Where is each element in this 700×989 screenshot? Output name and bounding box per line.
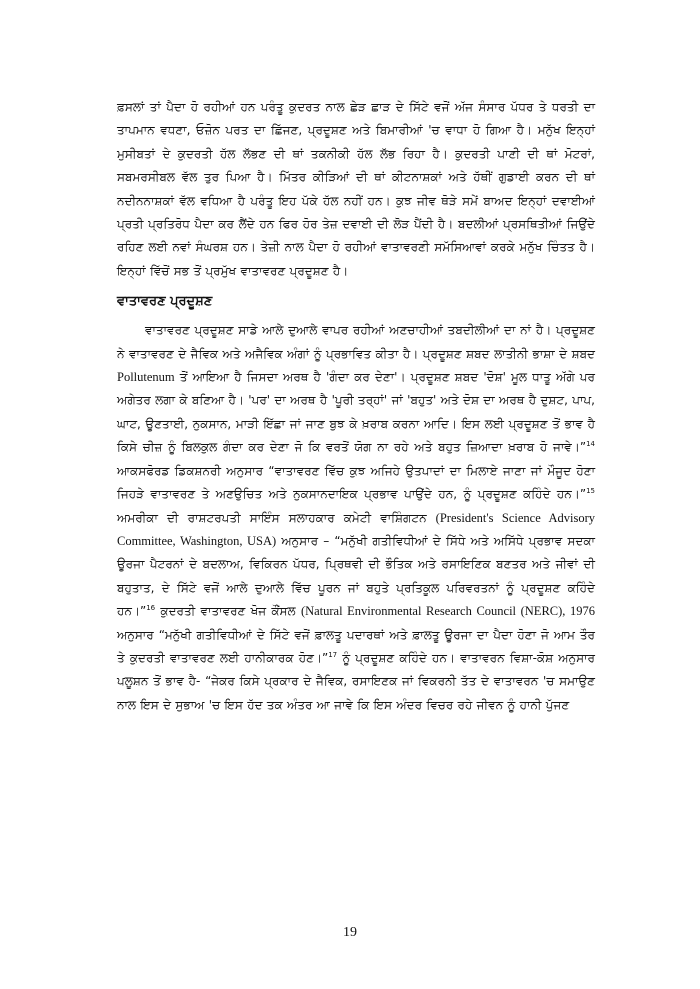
text-run: ਅਨੁਸਾਰ “ਮਨੁੱਖੀ ਗਤੀਵਿਧੀਆਂ ਦੇ ਸਿੱਟੇ ਵਜੋਂ ਫ਼ਾਲਤੂ ਪਦਾਰਥਾਂ ਅਤੇ ਫ਼ਾਲਤੂ ਊਰਜਾ ਦਾ ਪੈਦਾ ਹੋਣਾ ਜੋ ਆਮ ਤੌਰ ਤੇ ਕੁਦਰਤੀ ਵਾਤਾਵਰਣ ਲਈ ਹਾਨੀਕਾਰਕ ਹੋਣ।” xyxy=(117,627,595,665)
text-run: ਨੂੰ ਪ੍ਰਦੂਸ਼ਣ ਕਹਿੰਦੇ ਹਨ। ਵਾਤਾਵਰਨ ਵਿਸ਼ਾ-ਕੋਸ਼ ਅਨੁਸਾਰ ਪਲੂਸ਼ਨ ਤੋਂ ਭਾਵ ਹੈ- “ਜੇਕਰ ਕਿਸੇ ਪ੍ਰਕਾਰ ਦੇ ਜੈਵਿਕ, ਰਸਾਇਣਕ ਜਾਂ ਵਿਕਰਨੀ ਤੱਤ ਦੇ ਵਾਤਾਵਰਨ 'ਚ ਸਮਾਉਣ ਨਾਲ ਇਸ ਦੇ ਸੁਭਾਅ 'ਚ ਇਸ ਹੱਦ ਤਕ ਅੰਤਰ ਆ ਜਾਵੇ ਕਿ ਇਸ ਅੰਦਰ ਵਿਚਰ ਰਹੇ ਜੀਵਨ ਨੂੰ ਹਾਨੀ ਪੁੱਜਣ xyxy=(117,650,595,712)
english-name-nerc: (Natural Environmental Research Council (NERC), 1976 xyxy=(300,604,595,619)
text-run: ਕੁਦਰਤੀ ਵਾਤਾਵਰਣ ਖੋਜ ਕੌਂਸਲ xyxy=(155,604,301,619)
latin-term: Pollutenum xyxy=(117,370,175,385)
page-body xyxy=(117,96,595,717)
page-number: 19 xyxy=(343,925,357,940)
text-run: ਅਨੁਸਾਰ – “ਮਨੁੱਖੀ ਗਤੀਵਿਧੀਆਂ ਦੇ ਸਿੱਧੇ ਅਤੇ ਅਸਿੱਧੇ ਪ੍ਰਭਾਵ ਸਦਕਾ ਊਰਜਾ ਪੈਟਰਨਾਂ ਦੇ ਬਦਲਾਅ, ਵਿਕਿਰਨ ਪੱਧਰ, ਪ੍ਰਿਥਵੀ ਦੀ ਭੌਤਿਕ ਅਤੇ ਰਸਾਇਣਿਕ ਬਣਤਰ ਅਤੇ ਜੀਵਾਂ ਦੀ ਬਹੁਤਾਤ, ਦੇ ਸਿੱਟੇ ਵਜੋਂ ਆਲੇ ਦੁਆਲੇ ਵਿੱਚ ਪੂਰਨ ਜਾਂ ਬਹੁਤੇ ਪ੍ਰਤਿਕੂਲ ਪਰਿਵਰਤਨਾਂ ਨੂੰ ਪ੍ਰਦੂਸ਼ਣ ਕਹਿੰਦੇ ਹਨ।” xyxy=(117,533,595,619)
footnote-ref-16[interactable]: 16 xyxy=(146,604,156,613)
footnote-ref-17[interactable]: 17 xyxy=(328,650,338,659)
footnote-ref-14[interactable]: 14 xyxy=(586,440,595,449)
section-heading: ਵਾਤਾਵਰਣ ਪ੍ਰਦੂਸ਼ਣ xyxy=(117,294,213,310)
text-run: ਆਕਸਫੋਰਡ ਡਿਕਸ਼ਨਰੀ ਅਨੁਸਾਰ “ਵਾਤਾਵਰਣ ਵਿੱਚ ਕੁਝ ਅਜਿਹੇ ਉਤਪਾਦਾਂ ਦਾ ਮਿਲਾਏ ਜਾਣਾ ਜਾਂ ਮੌਜੂਦ ਹੋਣਾ ਜਿਹੜੇ ਵਾਤਾਵਰਣ ਤੇ ਅਣਉਚਿਤ ਅਤੇ ਨੁਕਸਾਨਦਾਇਕ ਪ੍ਰਭਾਵ ਪਾਉਂਦੇ ਹਨ, ਨੂੰ ਪ੍ਰਦੂਸ਼ਣ ਕਹਿੰਦੇ ਹਨ।” xyxy=(117,463,595,502)
english-name-psac: (President's Science Advisory Committee, Washington, USA) xyxy=(117,510,595,548)
text-run: ਤੋਂ ਆਇਆ ਹੈ ਜਿਸਦਾ ਅਰਥ ਹੈ 'ਗੰਦਾ ਕਰ ਦੇਣਾ'। ਪ੍ਰਦੂਸ਼ਣ ਸ਼ਬਦ 'ਦੋਸ਼' ਮੂਲ ਧਾਤੂ ਅੱਗੇ ਪਰ ਅਗੇਤਰ ਲਗਾ ਕੇ ਬਣਿਆ ਹੈ। 'ਪਰ' ਦਾ ਅਰਥ ਹੈ 'ਪੂਰੀ ਤਰ੍ਹਾਂ' ਜਾਂ 'ਬਹੁਤ' ਅਤੇ ਦੋਸ਼ ਦਾ ਅਰਥ ਹੈ ਦੁਸ਼ਟ, ਪਾਪ, ਘਾਟ, ਊਣਤਾਈ, ਨੁਕਸਾਨ, ਮਾੜੀ ਇੱਛਾ ਜਾਂ ਜਾਣ ਬੁਝ ਕੇ ਖ਼ਰਾਬ ਕਰਨਾ ਆਦਿ। ਇਸ ਲਈ ਪ੍ਰਦੂਸ਼ਣ ਤੋਂ ਭਾਵ ਹੈ ਕਿਸੇ ਚੀਜ਼ ਨੂੰ ਬਿਲਕੁਲ ਗੰਦਾ ਕਰ ਦੇਣਾ ਜੋ ਕਿ ਵਰਤੋਂ ਯੋਗ ਨਾ ਰਹੇ ਅਤੇ ਬਹੁਤ ਜ਼ਿਆਦਾ ਖ਼ਰਾਬ ਹੋ ਜਾਵੇ।” xyxy=(117,370,595,455)
footnote-ref-15[interactable]: 15 xyxy=(586,487,595,496)
paragraph-intro: ਫ਼ਸਲਾਂ ਤਾਂ ਪੈਦਾ ਹੋ ਰਹੀਆਂ ਹਨ ਪਰੰਤੂ ਕੁਦਰਤ ਨਾਲ ਛੇੜ ਛਾੜ ਦੇ ਸਿੱਟੇ ਵਜੋਂ ਅੱਜ ਸੰਸਾਰ ਪੱਧਰ ਤੇ ਧਰਤੀ ਦਾ ਤਾਪਮਾਨ ਵਧਣਾ, ਓਜ਼ੋਨ ਪਰਤ ਦਾ ਛਿੱਜਣ, ਪ੍ਰਦੂਸ਼ਣ ਅਤੇ ਬਿਮਾਰੀਆਂ 'ਚ ਵਾਧਾ ਹੋ ਗਿਆ ਹੈ। ਮਨੁੱਖ ਇਨ੍ਹਾਂ ਮੁਸੀਬਤਾਂ ਦੇ ਕੁਦਰਤੀ ਹੱਲ ਲੱਭਣ ਦੀ ਥਾਂ ਤਕਨੀਕੀ ਹੱਲ ਲੱਭ ਰਿਹਾ ਹੈ। ਕੁਦਰਤੀ ਪਾਣੀ ਦੀ ਥਾਂ ਮੋਟਰਾਂ, ਸਬਮਰਸੀਬਲ ਵੱਲ ਤੁਰ ਪਿਆ ਹੈ। ਮਿੱਤਰ ਕੀੜਿਆਂ ਦੀ ਥਾਂ ਕੀਟਨਾਸ਼ਕਾਂ ਅਤੇ ਹੱਥੀਂ ਗੁਡਾਈ ਕਰਨ ਦੀ ਥਾਂ ਨਦੀਨਨਾਸ਼ਕਾਂ ਵੱਲ ਵਧਿਆ ਹੈ ਪਰੰਤੂ ਇਹ ਪੱਕੇ ਹੱਲ ਨਹੀਂ ਹਨ। ਕੁਝ ਜੀਵ ਥੋੜੇ ਸਮੇਂ ਬਾਅਦ ਇਨ੍ਹਾਂ ਦਵਾਈਆਂ ਪ੍ਰਤੀ ਪ੍ਰਤਿਰੋਧ ਪੈਦਾ ਕਰ ਲੈਂਦੇ ਹਨ ਫਿਰ ਹੋਰ ਤੇਜ਼ ਦਵਾਈ ਦੀ ਲੋੜ ਪੈਂਦੀ ਹੈ। ਬਦਲੀਆਂ ਪ੍ਰਸਥਿਤੀਆਂ ਜਿਉਂਦੇ ਰਹਿਣ ਲਈ ਨਵਾਂ ਸੰਘਰਸ਼ ਹਨ। ਤੇਜ਼ੀ ਨਾਲ ਪੈਦਾ ਹੋ ਰਹੀਆਂ ਵਾਤਾਵਰਣੀ ਸਮੱਸਿਆਵਾਂ ਕਰਕੇ ਮਨੁੱਖ ਚਿੰਤਤ ਹੈ। ਇਨ੍ਹਾਂ ਵਿੱਚੋਂ ਸਭ ਤੋਂ ਪ੍ਰਮੁੱਖ ਵਾਤਾਵਰਣ ਪ੍ਰਦੂਸ਼ਣ ਹੈ। xyxy=(117,100,595,278)
paragraph-pollution-definition xyxy=(117,319,595,717)
text-run: ਵਾਤਾਵਰਣ ਪ੍ਰਦੂਸ਼ਣ ਸਾਡੇ ਆਲੇ ਦੁਆਲੇ ਵਾਪਰ ਰਹੀਆਂ ਅਣਚਾਹੀਆਂ ਤਬਦੀਲੀਆਂ ਦਾ ਨਾਂ ਹੈ। ਪ੍ਰਦੂਸ਼ਣ ਨੇ ਵਾਤਾਵਰਣ ਦੇ ਜੈਵਿਕ ਅਤੇ ਅਜੈਵਿਕ ਅੰਗਾਂ ਨੂੰ ਪ੍ਰਭਾਵਿਤ ਕੀਤਾ ਹੈ। ਪ੍ਰਦੂਸ਼ਣ ਸ਼ਬਦ ਲਾਤੀਨੀ ਭਾਸ਼ਾ ਦੇ ਸ਼ਬਦ xyxy=(117,323,595,361)
text-run: ਅਮਰੀਕਾ ਦੀ ਰਾਸ਼ਟਰਪਤੀ ਸਾਇੰਸ ਸਲਾਹਕਾਰ ਕਮੇਟੀ ਵਾਸ਼ਿੰਗਟਨ xyxy=(117,510,436,525)
